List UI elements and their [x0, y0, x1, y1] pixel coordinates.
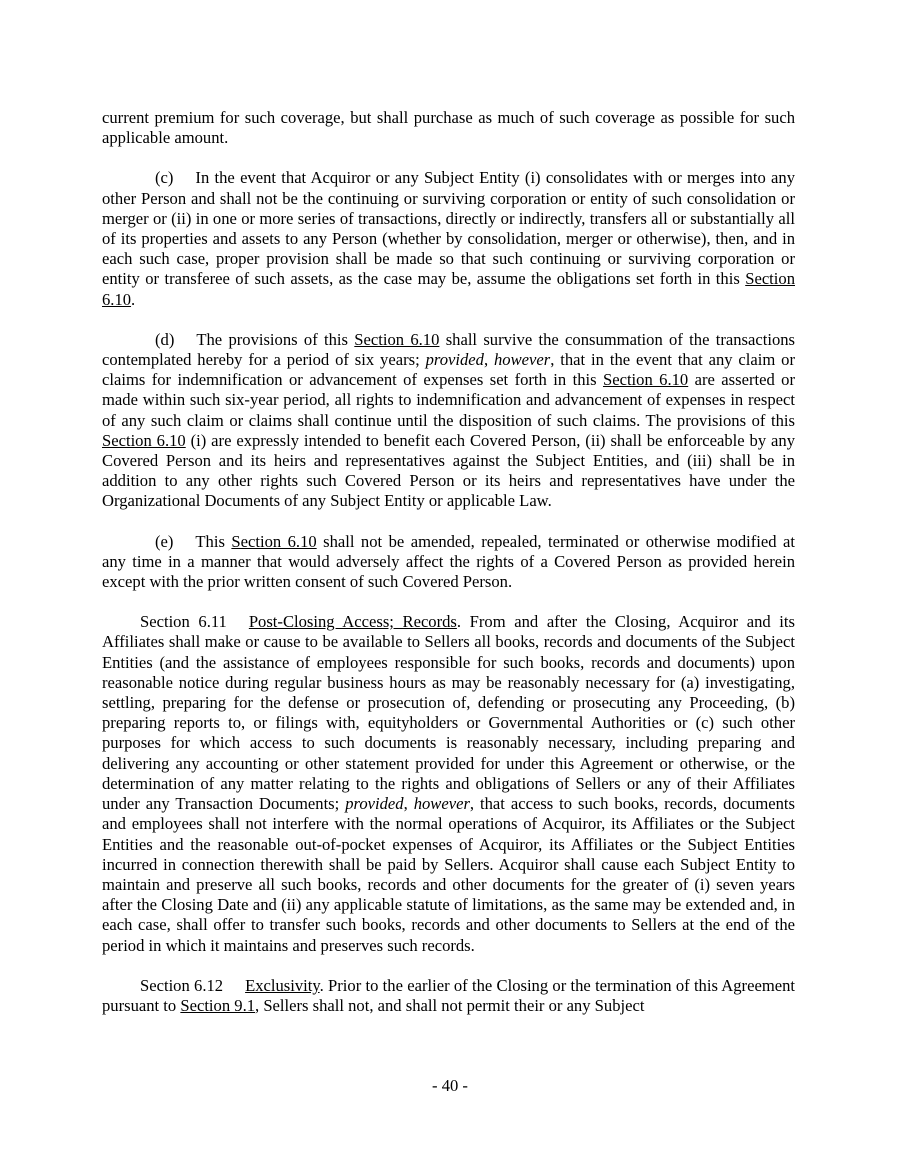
- text-run: , that access to such books, records, documents and employees shall not interfere with the normal operations of Acquiror, its Affiliates or the Subject Entities and the reasonable out-of-pocket expenses of Acquiror, its Affiliates or the Subject Entities incurred in connection therewith shall be paid by Sellers. Acquiror shall cause each Subject Entity to maintain and preserve all such books, records and other documents for the greater of (i) seven years after the Closing Date and (ii) any applicable statute of limitations, as the same may be extended and, in each case, shall offer to transfer such books, records and other documents to Sellers at the end of the period in which it maintains and preserves such records.: [102, 794, 796, 955]
- underlined-text-run: Section 6.10: [102, 269, 795, 309]
- text-run: ,: [483, 350, 494, 370]
- text-run: In the event that Acquiror or any Subject Entity (i) consolidates with or merges into any other Person and shall not be the continuing or surviving corporation or entity of such consolidation or merger or (ii) in one or more series of transactions, directly or indirectly, transfers all or substantially all of its properties and assets to any Person (whether by consolidation, merger or otherwise), then, and in each such case, proper provision shall be made so that such continuing or surviving corporation or entity or transferee of such assets, as the case may be, assume the obligations set forth in this: [102, 168, 795, 289]
- text-run: (d): [155, 329, 175, 349]
- underlined-text-run: Section 6.10: [354, 329, 440, 349]
- paragraph-subsection-d: [102, 330, 795, 512]
- text-run: (e): [155, 531, 174, 551]
- italic-text-run: provided: [345, 794, 404, 814]
- text-run: current premium for such coverage, but shall purchase as much of such coverage as possible for such applicable amount.: [102, 108, 795, 148]
- text-run: . Prior to the earlier of the Closing or the termination of this Agreement pursuant to: [102, 975, 795, 1015]
- paragraph-subsection-e: [102, 532, 795, 593]
- text-run: Section 6.12: [140, 975, 224, 995]
- text-run: ,: [403, 794, 414, 814]
- page-number: - 40 -: [432, 1076, 468, 1095]
- text-run: (i) are expressly intended to benefit each Covered Person, (ii) shall be enforceable by any Covered Person and its heirs and representatives against the Subject Entities, and (iii) shall be in addition to any other rights such Covered Person or its heirs and representatives have under the Organizational Documents of any Subject Entity or applicable Law.: [102, 430, 795, 511]
- paragraph-continuation: [102, 108, 795, 148]
- text-run: This: [195, 531, 232, 551]
- text-run: . From and after the Closing, Acquiror and its Affiliates shall make or cause to be available to Sellers all books, records and documents of the Subject Entities (and the assistance of employees responsible for such books, records and documents) upon reasonable notice during regular business hours as may be reasonably necessary for (a) investigating, settling, preparing for the defense or prosecution of, defending or prosecuting any Proceeding, (b) preparing reports to, or filings with, equityholders or Governmental Authorities or (c) such other purposes for which access to such documents is reasonably necessary, including preparing and delivering any accounting or other statement provided for under this Agreement or otherwise, or the determination of any matter relating to the rights and obligations of Sellers or any of their Affiliates under any Transaction Documents;: [102, 612, 795, 814]
- italic-text-run: however: [494, 350, 551, 370]
- underlined-text-run: Section 9.1: [180, 995, 256, 1015]
- text-run: .: [131, 289, 136, 309]
- text-run: The provisions of this: [196, 329, 355, 349]
- paragraph-subsection-c: [102, 168, 795, 309]
- italic-text-run: however: [413, 794, 470, 814]
- underlined-text-run: Section 6.10: [231, 531, 317, 551]
- text-run: are asserted or made within such six-year period, all rights to indemnification and advancement of expenses in respect of any such claim or claims shall continue until the disposition of such claims. The provisions of this: [102, 370, 795, 430]
- underlined-text-run: Section 6.10: [102, 430, 186, 450]
- text-run: , Sellers shall not, and shall not permit their or any Subject: [255, 995, 645, 1015]
- underlined-text-run: Post-Closing Access; Records: [248, 612, 457, 632]
- paragraph-section-6-11: [102, 612, 795, 955]
- paragraph-section-6-12: [102, 976, 795, 1016]
- text-run: (c): [155, 168, 174, 188]
- underlined-text-run: Section 6.10: [602, 370, 689, 390]
- text-run: , that in the event that any claim or claims for indemnification or advancement of expenses set forth in this: [102, 350, 796, 390]
- text-run: Section 6.11: [140, 612, 227, 632]
- italic-text-run: provided: [425, 350, 484, 370]
- text-run: shall not be amended, repealed, terminated or otherwise modified at any time in a manner that would adversely affect the rights of a Covered Person as provided herein except with the prior written consent of such Covered Person.: [102, 531, 796, 592]
- underlined-text-run: Exclusivity: [245, 975, 320, 995]
- text-run: shall survive the consummation of the transactions contemplated hereby for a period of six years;: [102, 329, 795, 370]
